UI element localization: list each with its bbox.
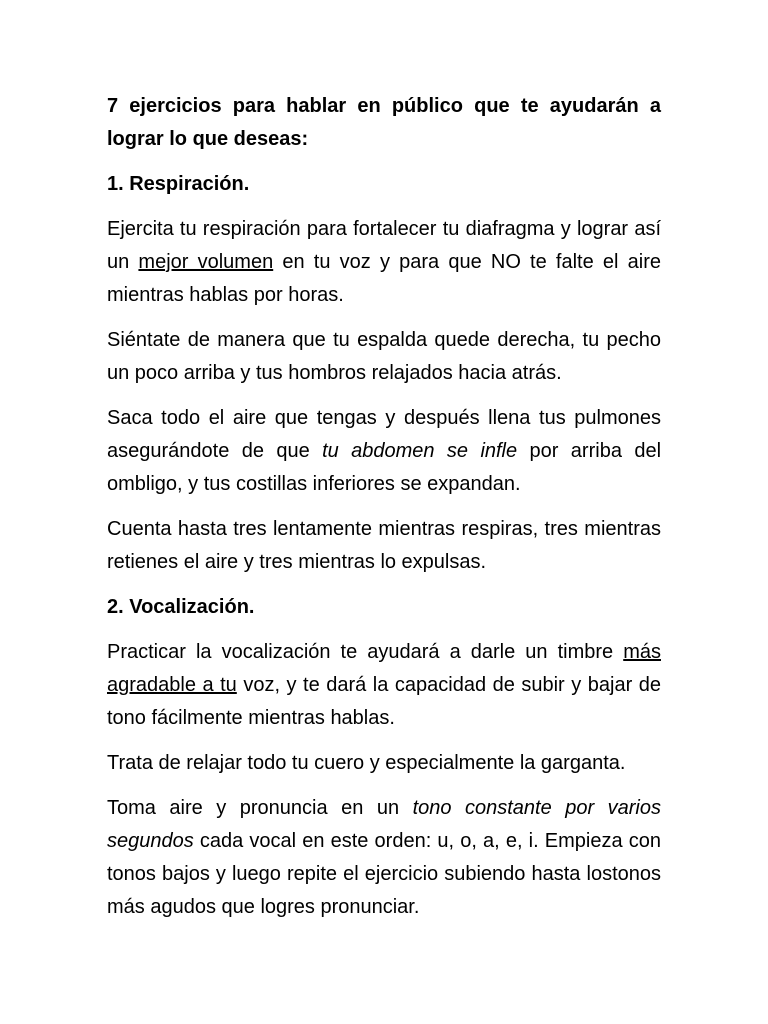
text-run: en tu voz y para que NO te falte el aire mientras hablas por horas. [107,251,661,306]
italic-text: tono constante por varios segundos [107,797,661,852]
paragraph-vocalizacion-1 [107,636,661,735]
paragraph-vocalizacion-3 [107,792,661,924]
paragraph-respiracion-1 [107,213,661,312]
document-title: 7 ejercicios para hablar en público que te ayudarán a lograr lo que deseas: [107,95,661,150]
underlined-text: más agradable a tu [107,641,661,696]
paragraph-respiracion-2: Siéntate de manera que tu espalda quede derecha, tu pecho un poco arriba y tus hombros relajados hacia atrás. [107,329,661,384]
text-run: Practicar la vocalización te ayudará a darle un timbre [107,641,624,663]
section-heading-respiracion: 1. Respiración. [107,173,250,195]
text-run: cada vocal en este orden: u, o, a, e, i. Empieza con tonos bajos y luego repite el ejercicio subiendo hasta lostonos más agudos que logres pronunciar. [107,830,661,918]
text-run: Toma aire y pronuncia en un [107,797,413,819]
text-run: Ejercita tu respiración para fortalecer tu diafragma y lograr así un [107,218,661,273]
italic-text: tu abdomen se infle [322,440,518,462]
text-run: Saca todo el aire que tengas y después llena tus pulmones asegurándote de que [107,407,661,462]
text-run: voz, y te dará la capacidad de subir y bajar de tono fácilmente mientras hablas. [107,674,661,729]
paragraph-respiracion-4: Cuenta hasta tres lentamente mientras respiras, tres mientras retienes el aire y tres mientras lo expulsas. [107,518,661,573]
paragraph-respiracion-3 [107,402,661,501]
text-run: por arriba del ombligo, y tus costillas inferiores se expandan. [107,440,662,495]
underlined-text: mejor volumen [138,251,274,273]
paragraph-vocalizacion-2: Trata de relajar todo tu cuero y especialmente la garganta. [107,752,626,774]
section-heading-vocalizacion: 2. Vocalización. [107,596,255,618]
